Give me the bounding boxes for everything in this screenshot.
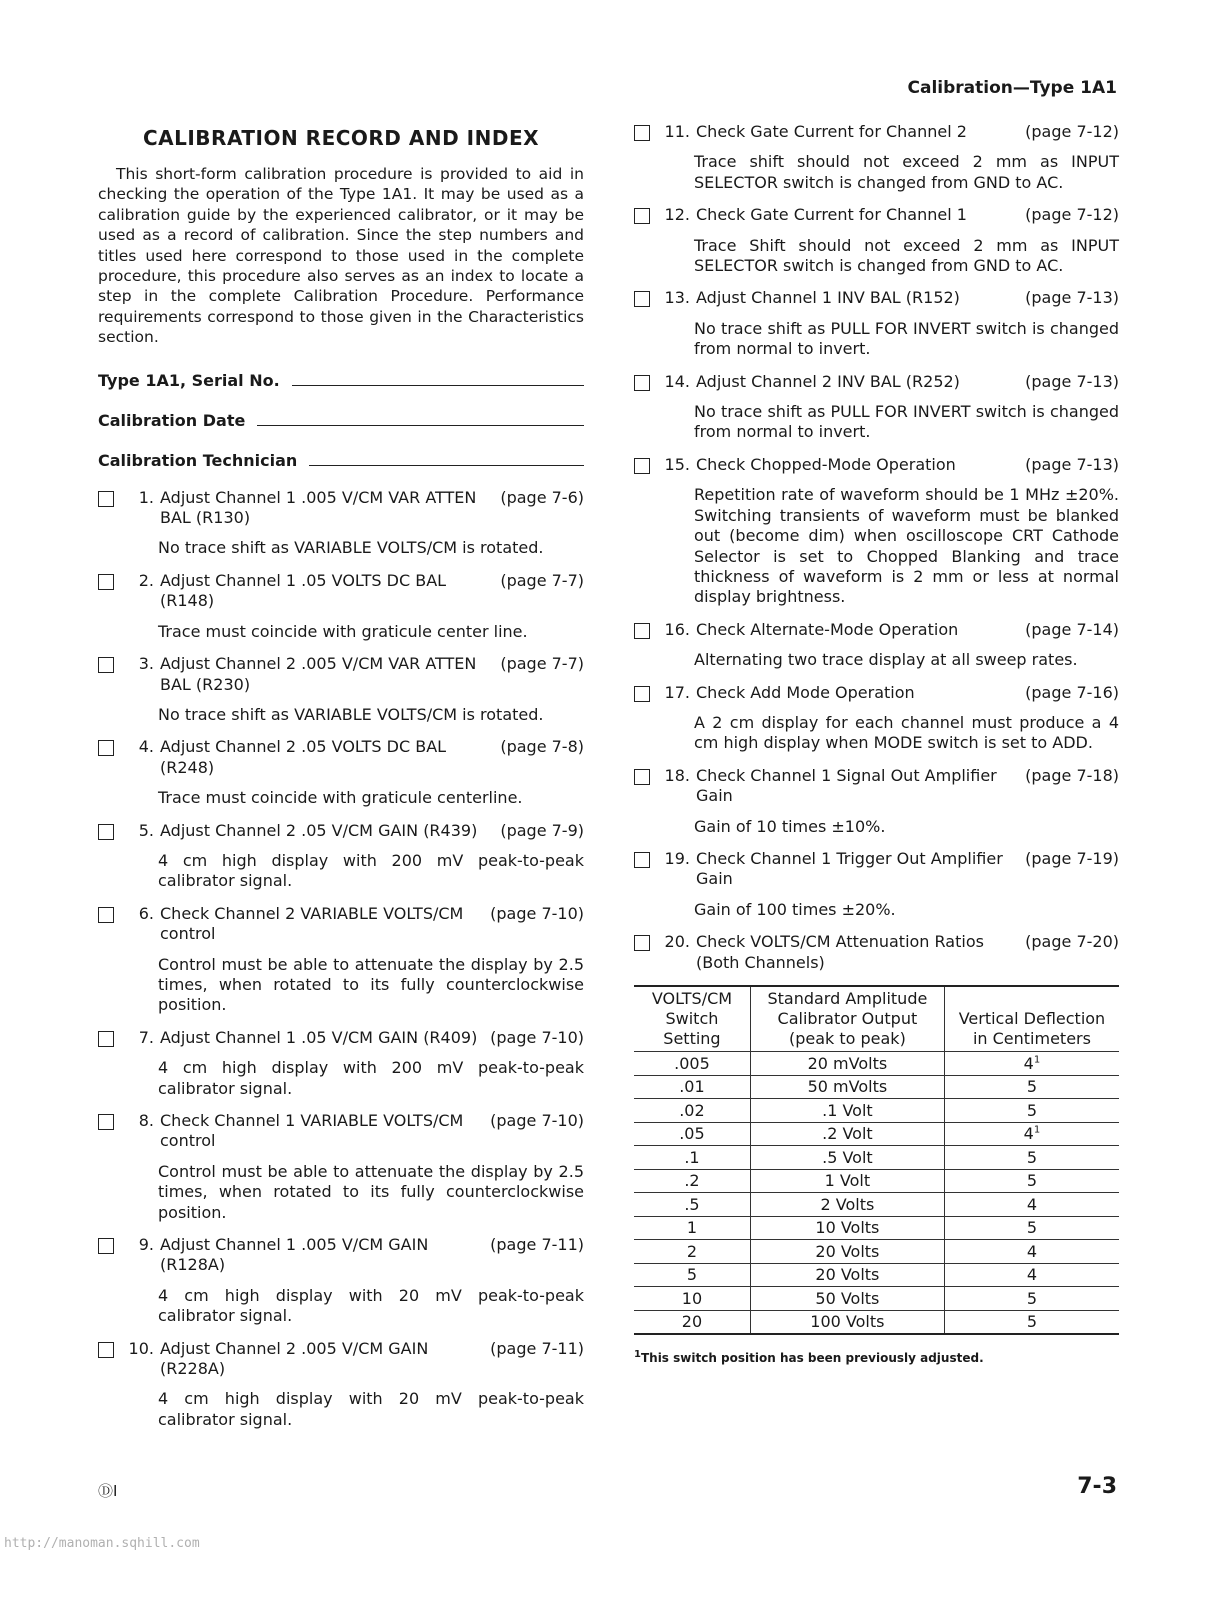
step-checkbox[interactable] [634,686,650,702]
cell-vertical-deflection [944,1052,1119,1076]
step-title: Check Channel 1 Signal Out Amplifier Gain [696,765,997,806]
step-page-ref: (page 7-12) [1025,205,1119,225]
step-requirement: A 2 cm display for each channel must produce a 4 cm high display when MODE switch is set to ADD. [694,712,1119,753]
step-checkbox[interactable] [98,907,114,923]
left-column [98,122,584,1442]
cell-switch-setting [634,1287,750,1311]
step-number: 19. [664,848,690,868]
step-page-ref: (page 7-13) [1025,454,1119,474]
calibration-step [98,737,584,808]
footnote-mark: 1 [634,1349,641,1360]
step-number: 14. [664,371,690,391]
step-requirement: No trace shift as PULL FOR INVERT switch is changed from normal to invert. [694,318,1119,359]
calibration-step [98,488,584,559]
table-row [634,1310,1119,1334]
calibration-step [98,1028,584,1099]
page-title: CALIBRATION RECORD AND INDEX [142,126,540,150]
step-title: Check Gate Current for Channel 1 [696,205,967,225]
cell-calibrator-output [750,1052,944,1076]
step-checkbox[interactable] [634,375,650,391]
table-row [634,1287,1119,1311]
cell-value: .05 [679,1124,705,1144]
calibration-step [98,571,584,642]
step-header [98,1235,584,1276]
cell-value: .005 [674,1053,710,1073]
serial-blank-line[interactable] [292,384,584,386]
step-number: 13. [664,288,690,308]
step-requirement: Alternating two trace display at all sweep rates. [694,650,1078,670]
cell-value: 5 [1026,1147,1038,1167]
step-number: 17. [664,682,690,702]
step-header [98,1028,584,1048]
cell-vertical-deflection [944,1099,1119,1123]
cell-value: 5 [1026,1218,1038,1238]
step-checkbox[interactable] [634,458,650,474]
step-checkbox[interactable] [98,657,114,673]
step-page-ref: (page 7-7) [500,570,584,590]
table-row [634,1099,1119,1123]
step-title: Adjust Channel 2 INV BAL (R252) [696,371,960,391]
step-requirement: Trace Shift should not exceed 2 mm as INPUT SELECTOR switch is changed from GND to AC. [694,235,1119,276]
step-title: Adjust Channel 1 .05 VOLTS DC BAL (R148) [160,570,447,611]
step-number: 10. [128,1338,154,1358]
step-page-ref: (page 7-10) [490,1111,584,1130]
cell-switch-setting [634,1310,750,1334]
step-number: 12. [664,205,690,225]
step-page-ref: (page 7-19) [1025,848,1119,868]
cell-value: 20 Volts [815,1241,880,1261]
step-page-ref: (page 7-11) [490,1338,584,1358]
step-page-ref: (page 7-10) [490,903,584,923]
step-checkbox[interactable] [98,1114,114,1130]
cell-calibrator-output [750,1310,944,1334]
step-page-ref: (page 7-13) [1025,371,1119,391]
step-number: 6. [138,903,154,923]
table-row [634,1075,1119,1099]
cell-value: 100 Volts [810,1312,885,1332]
step-header [634,932,1119,973]
step-requirement: No trace shift as VARIABLE VOLTS/CM is rotated. [158,704,544,724]
calibration-step [634,932,1119,973]
table-row [634,1052,1119,1076]
steps-list-left [98,488,584,1431]
calibration-step [634,122,1119,193]
step-checkbox[interactable] [98,1342,114,1358]
cell-vertical-deflection [944,1287,1119,1311]
calibration-step [634,683,1119,754]
step-requirement: Trace must coincide with graticule center line. [158,621,528,641]
cell-switch-setting [634,1099,750,1123]
cell-vertical-deflection [944,1240,1119,1264]
cell-calibrator-output [750,1263,944,1287]
step-number: 7. [138,1027,154,1047]
serial-label: Type 1A1, Serial No. [98,370,280,390]
step-header [98,1111,584,1152]
table-row [634,1169,1119,1193]
cell-calibrator-output [750,1216,944,1240]
calibration-step [634,288,1119,359]
step-checkbox[interactable] [634,208,650,224]
table-body [634,1052,1119,1335]
step-header [634,372,1119,392]
step-title: Check VOLTS/CM Attenuation Ratios (Both Channels) [696,932,984,972]
step-number: 5. [138,820,154,840]
cell-value: 10 [681,1288,703,1308]
step-title: Adjust Channel 2 .05 VOLTS DC BAL (R248) [160,737,447,777]
step-title: Adjust Channel 1 .005 V/CM VAR ATTEN BAL (R130) [160,487,477,528]
calibration-step [98,821,584,892]
step-header [634,455,1119,475]
step-header [98,488,584,529]
calibration-step [98,654,584,725]
step-page-ref: (page 7-6) [500,487,584,507]
footnote-reference: 1 [1033,1054,1041,1066]
step-number: 11. [664,122,690,141]
cell-value: .1 [684,1147,700,1167]
cell-value: 4 [1023,1053,1034,1073]
cell-switch-setting [634,1216,750,1240]
step-title: Check Add Mode Operation [696,682,915,702]
step-title: Check Gate Current for Channel 2 [696,122,967,141]
cell-vertical-deflection [944,1310,1119,1334]
cell-switch-setting [634,1146,750,1170]
calibration-step [98,1111,584,1223]
table-row [634,1146,1119,1170]
step-header [634,620,1119,640]
step-checkbox[interactable] [634,769,650,785]
cell-value: 5 [686,1265,698,1285]
source-url[interactable]: http://manoman.sqhill.com [4,1536,200,1551]
table-row [634,1122,1119,1146]
calibration-step [634,455,1119,608]
step-checkbox[interactable] [98,1238,114,1254]
cell-vertical-deflection [944,1169,1119,1193]
step-requirement: 4 cm high display with 200 mV peak-to-peak calibrator signal. [158,850,584,891]
running-header: Calibration—Type 1A1 [907,78,1117,98]
table-row [634,1263,1119,1287]
step-header [98,737,584,778]
step-requirement: Repetition rate of waveform should be 1 MHz ±20%. Switching transients of waveform must be blanked out (become dim) when oscilloscope CRT Cathode Selector is set to Chopped Blanking and trace thickness of waveform is 2 mm or less at normal display brightness. [694,485,1119,607]
cell-calibrator-output [750,1122,944,1146]
step-requirement: No trace shift as VARIABLE VOLTS/CM is rotated. [158,538,544,558]
step-requirement: Control must be able to attenuate the display by 2.5 times, when rotated to its fully counterclockwise position. [158,954,584,1015]
date-blank-line[interactable] [257,424,584,426]
step-page-ref: (page 7-18) [1025,765,1119,785]
cell-calibrator-output [750,1193,944,1217]
step-checkbox[interactable] [634,623,650,639]
calibration-step [634,620,1119,671]
step-title: Check Alternate-Mode Operation [696,619,959,639]
publisher-mark: ⒹⅠ [98,1482,118,1500]
step-requirement: 4 cm high display with 200 mV peak-to-peak calibrator signal. [158,1058,584,1098]
step-number: 8. [138,1111,154,1130]
cell-calibrator-output [750,1169,944,1193]
attenuation-table [634,985,1119,1335]
step-header [98,571,584,612]
step-requirement: 4 cm high display with 20 mV peak-to-peak calibrator signal. [158,1389,584,1429]
calibration-step [634,205,1119,276]
cell-value: .5 Volt [822,1147,873,1167]
step-page-ref: (page 7-11) [490,1235,584,1255]
step-title: Adjust Channel 1 .05 V/CM GAIN (R409) [160,1027,478,1047]
step-checkbox[interactable] [634,852,650,868]
step-header [634,288,1119,308]
cell-vertical-deflection [944,1216,1119,1240]
date-label: Calibration Date [98,410,246,430]
cell-switch-setting [634,1193,750,1217]
cell-value: 4 [1026,1265,1038,1285]
step-requirement: 4 cm high display with 20 mV peak-to-peak calibrator signal. [158,1285,584,1326]
step-requirement: Trace must coincide with graticule centerline. [158,788,523,808]
cell-switch-setting [634,1263,750,1287]
calibration-step [98,904,584,1016]
step-page-ref: (page 7-7) [500,654,584,674]
cell-value: 1 Volt [824,1171,871,1191]
cell-value: .2 Volt [822,1124,873,1144]
cell-vertical-deflection [944,1075,1119,1099]
step-page-ref: (page 7-10) [490,1027,584,1047]
technician-label: Calibration Technician [98,450,298,470]
step-checkbox[interactable] [98,740,114,756]
table-row [634,1193,1119,1217]
serial-field [98,362,584,390]
table-row [634,1240,1119,1264]
cell-calibrator-output [750,1240,944,1264]
step-header [634,122,1119,142]
cell-switch-setting [634,1075,750,1099]
table-row [634,1216,1119,1240]
step-header [98,904,584,945]
cell-value: 50 Volts [815,1288,880,1308]
step-title: Adjust Channel 1 .005 V/CM GAIN (R128A) [160,1235,429,1275]
step-number: 16. [664,619,690,639]
table-header-row [634,986,1119,1052]
step-number: 1. [138,487,154,507]
step-checkbox[interactable] [634,935,650,951]
cell-value: .01 [679,1077,705,1097]
footnote-reference: 1 [1033,1124,1041,1136]
technician-blank-line[interactable] [309,464,584,466]
step-title: Adjust Channel 2 .005 V/CM VAR ATTEN BAL (R230) [160,654,477,694]
cell-value: .02 [679,1100,705,1120]
step-page-ref: (page 7-9) [500,820,584,840]
header-vertical-deflection: Vertical Deflection in Centimeters [944,986,1119,1052]
step-header [98,1339,584,1380]
step-header [634,849,1119,890]
cell-calibrator-output [750,1146,944,1170]
cell-value: .5 [684,1194,700,1214]
step-header [98,654,584,695]
step-header [634,205,1119,225]
cell-value: 5 [1026,1077,1038,1097]
step-header [634,683,1119,703]
cell-vertical-deflection [944,1122,1119,1146]
date-field [98,402,584,430]
cell-value: 4 [1026,1194,1038,1214]
cell-calibrator-output [750,1075,944,1099]
step-number: 20. [664,932,690,952]
step-requirement: No trace shift as PULL FOR INVERT switch is changed from normal to invert. [694,402,1119,442]
right-column [634,122,1119,1365]
header-switch-setting: VOLTS/CM Switch Setting [651,989,733,1048]
cell-value: 20 Volts [815,1265,880,1285]
technician-field [98,442,584,470]
step-checkbox[interactable] [98,1031,114,1047]
step-page-ref: (page 7-16) [1025,682,1119,702]
step-title: Adjust Channel 1 INV BAL (R152) [696,288,960,308]
cell-value: 20 mVolts [807,1053,888,1073]
page-number: 7-3 [1077,1474,1117,1499]
step-title: Check Channel 1 Trigger Out Amplifier Gain [696,848,1003,889]
cell-value: 4 [1026,1241,1038,1261]
step-number: 15. [664,454,690,474]
step-checkbox[interactable] [98,491,114,507]
calibration-step [634,849,1119,920]
step-requirement: Gain of 100 times ±20%. [694,899,896,919]
cell-value: 50 mVolts [807,1077,888,1097]
cell-switch-setting [634,1052,750,1076]
cell-value: 5 [1026,1100,1038,1120]
step-title: Adjust Channel 2 .005 V/CM GAIN (R228A) [160,1338,429,1379]
step-requirement: Trace shift should not exceed 2 mm as INPUT SELECTOR switch is changed from GND to AC. [694,152,1119,192]
cell-value: 2 Volts [820,1194,875,1214]
cell-switch-setting [634,1169,750,1193]
calibration-step [98,1339,584,1431]
step-number: 9. [138,1235,154,1255]
cell-calibrator-output [750,1099,944,1123]
cell-value: 2 [686,1241,698,1261]
cell-calibrator-output [750,1287,944,1311]
cell-switch-setting [634,1122,750,1146]
cell-value: .2 [684,1171,700,1191]
step-number: 2. [138,570,154,590]
cell-value: 5 [1026,1312,1038,1332]
step-title: Check Chopped-Mode Operation [696,454,956,474]
step-title: Check Channel 2 VARIABLE VOLTS/CM control [160,903,464,944]
cell-vertical-deflection [944,1263,1119,1287]
intro-paragraph: This short-form calibration procedure is provided to aid in checking the operation of the Type 1A1. It may be used as a calibration guide by the experienced calibrator, or it may be used as a record of calibration. Since the step numbers and titles used here correspond to those used in the complete procedure, this procedure also serves as an index to locate a step in the complete Calibration Procedure. Performance requirements correspond to those given in the Characteristics section. [98,165,584,347]
calibration-step [634,766,1119,837]
cell-value: 1 [686,1218,698,1238]
cell-value: 4 [1023,1124,1034,1144]
step-page-ref: (page 7-13) [1025,288,1119,308]
cell-vertical-deflection [944,1193,1119,1217]
step-checkbox[interactable] [634,125,650,141]
step-page-ref: (page 7-14) [1025,619,1119,639]
calibration-step [634,372,1119,443]
step-requirement: Gain of 10 times ±10%. [694,816,886,836]
step-header [634,766,1119,807]
cell-value: .1 Volt [822,1100,873,1120]
step-checkbox[interactable] [634,291,650,307]
step-title: Check Channel 1 VARIABLE VOLTS/CM control [160,1111,464,1151]
cell-switch-setting [634,1240,750,1264]
step-title: Adjust Channel 2 .05 V/CM GAIN (R439) [160,820,478,840]
cell-value: 5 [1026,1171,1038,1191]
step-page-ref: (page 7-8) [500,737,584,757]
footnote-text: This switch position has been previously adjusted. [640,1351,984,1365]
step-number: 3. [138,654,154,674]
cell-value: 10 Volts [815,1218,880,1238]
table-footnote [634,1349,1119,1365]
steps-list-right [634,122,1119,973]
step-header [98,821,584,841]
step-checkbox[interactable] [98,824,114,840]
step-checkbox[interactable] [98,574,114,590]
step-number: 4. [138,737,154,757]
step-requirement: Control must be able to attenuate the display by 2.5 times, when rotated to its fully counterclockwise position. [158,1161,584,1222]
cell-value: 20 [681,1312,703,1332]
header-calibrator-output: Standard Amplitude Calibrator Output (peak to peak) [750,986,944,1052]
calibration-step [98,1235,584,1327]
cell-value: 5 [1026,1288,1038,1308]
step-page-ref: (page 7-12) [1025,122,1119,141]
cell-vertical-deflection [944,1146,1119,1170]
step-page-ref: (page 7-20) [1025,932,1119,952]
step-number: 18. [664,765,690,785]
